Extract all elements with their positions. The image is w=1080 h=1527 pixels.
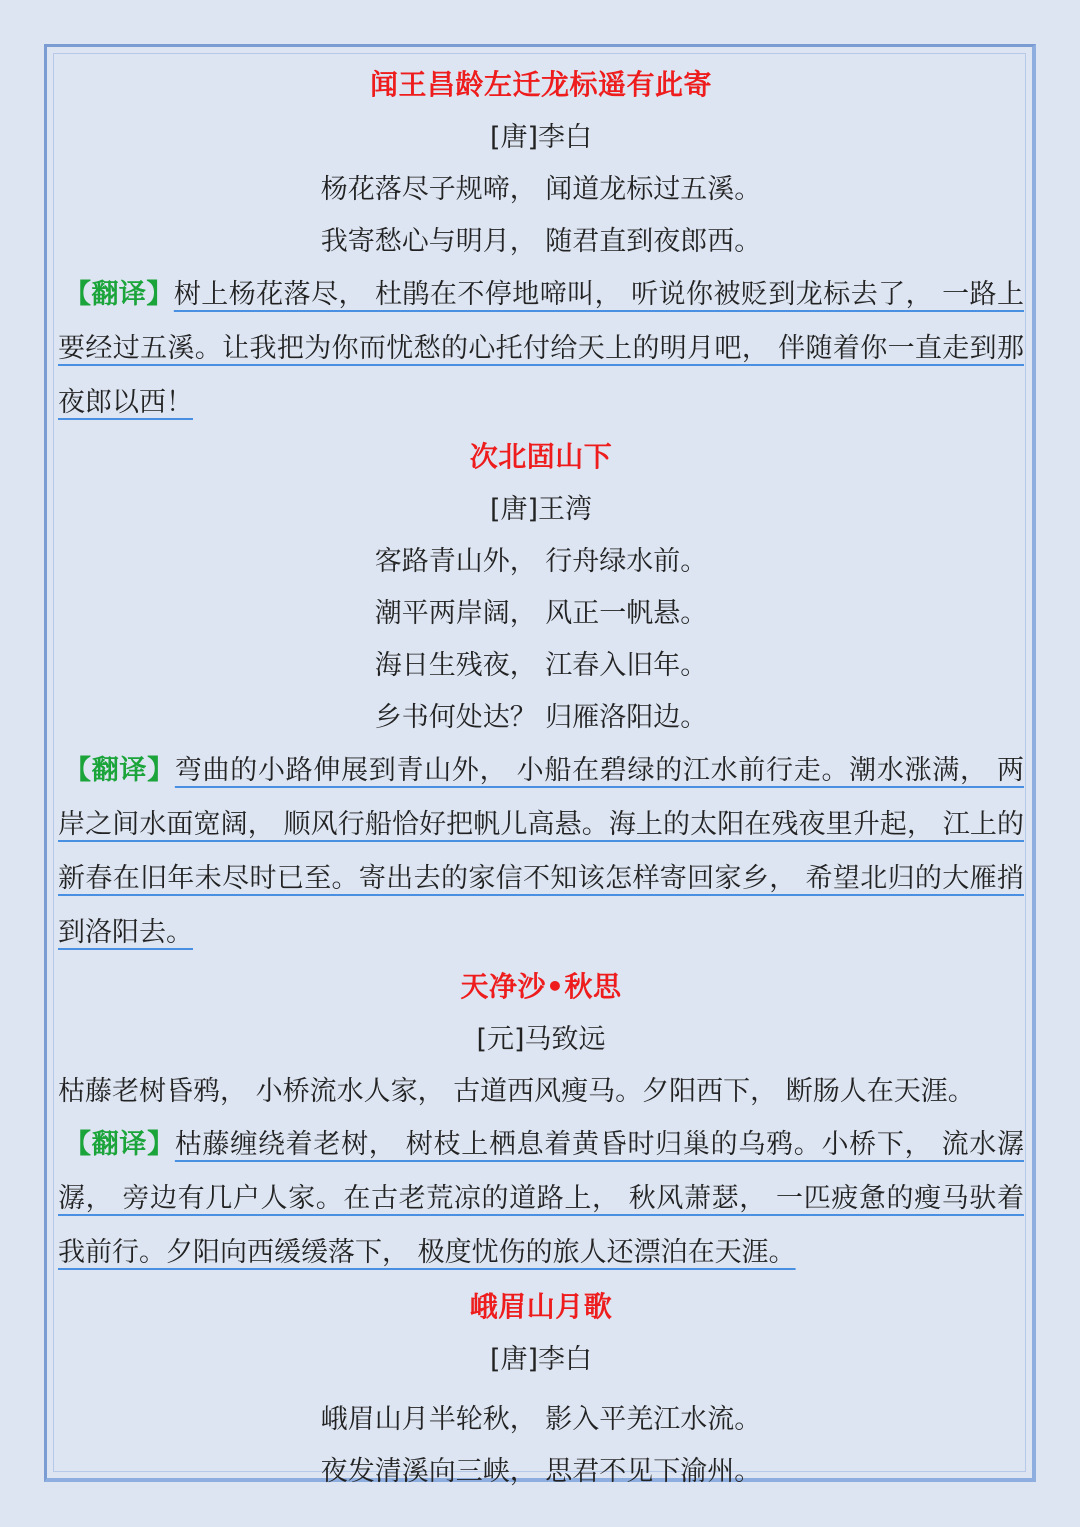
poem-section: [58, 960, 1024, 1280]
document-content: [58, 58, 1024, 1498]
poem-line: 夜发清溪向三峡， 思君不见下渝州。: [320, 1456, 762, 1487]
translation-text: 树上杨花落尽， 杜鹃在不停地啼叫， 听说你被贬到龙标去了， 一路上要经过五溪。让我把为你而忧愁的心托付给天上的明月吧， 伴随着你一直走到那夜郎以西！: [58, 279, 1025, 418]
translation-text: 弯曲的小路伸展到青山外， 小船在碧绿的江水前行走。潮水涨满， 两岸之间水面宽阔， 顺风行船恰好把帆儿高悬。海上的太阳在残夜里升起， 江上的新春在旧年未尽时已至。寄出去的家信不知该怎样寄回家乡， 希望北归的大雁捎到洛阳去。: [58, 755, 1024, 948]
poem-title: 次北固山下: [469, 440, 613, 473]
poem-line: 峨眉山月半轮秋， 影入平羌江水流。: [320, 1404, 762, 1435]
poem-line: 潮平两岸阔， 风正一帆悬。: [374, 598, 708, 629]
poem-line: 杨花落尽子规啼， 闻道龙标过五溪。: [320, 174, 762, 205]
poem-line: 海日生残夜， 江春入旧年。: [374, 650, 708, 681]
poem-line: 乡书何处达？ 归雁洛阳边。: [374, 702, 708, 733]
poem-author: [元]马致远: [476, 1024, 606, 1055]
spacer: [58, 1386, 1024, 1394]
poem-author: [唐]李白: [489, 122, 593, 153]
poem-author: [唐]王湾: [489, 494, 593, 525]
poem-section: [58, 58, 1024, 430]
poem-section: [58, 430, 1024, 960]
translation-paragraph: [58, 1118, 1024, 1280]
translation-tag: 【翻译】: [64, 1129, 175, 1160]
poem-line: 枯藤老树昏鸦， 小桥流水人家， 古道西风瘦马。夕阳西下， 断肠人在天涯。: [58, 1076, 975, 1107]
poem-author: [唐]李白: [489, 1344, 593, 1375]
translation-paragraph: [58, 744, 1024, 960]
poem-section: [58, 1280, 1024, 1498]
poem-line: 我寄愁心与明月， 随君直到夜郎西。: [320, 226, 762, 257]
poem-line: 客路青山外， 行舟绿水前。: [374, 546, 708, 577]
poem-title: 闻王昌龄左迁龙标遥有此寄: [369, 68, 712, 101]
translation-tag: 【翻译】: [64, 279, 174, 310]
poem-title: 天净沙•秋思: [460, 970, 622, 1003]
translation-text: 枯藤缠绕着老树， 树枝上栖息着黄昏时归巢的乌鸦。小桥下， 流水潺潺， 旁边有几户人家。在古老荒凉的道路上， 秋风萧瑟， 一匹疲惫的瘦马驮着我前行。夕阳向西缓缓落下， 极度忧伤的旅人还漂泊在天涯。: [58, 1129, 1024, 1268]
translation-tag: 【翻译】: [64, 755, 175, 786]
poem-title: 峨眉山月歌: [469, 1290, 613, 1323]
translation-paragraph: [58, 268, 1024, 430]
